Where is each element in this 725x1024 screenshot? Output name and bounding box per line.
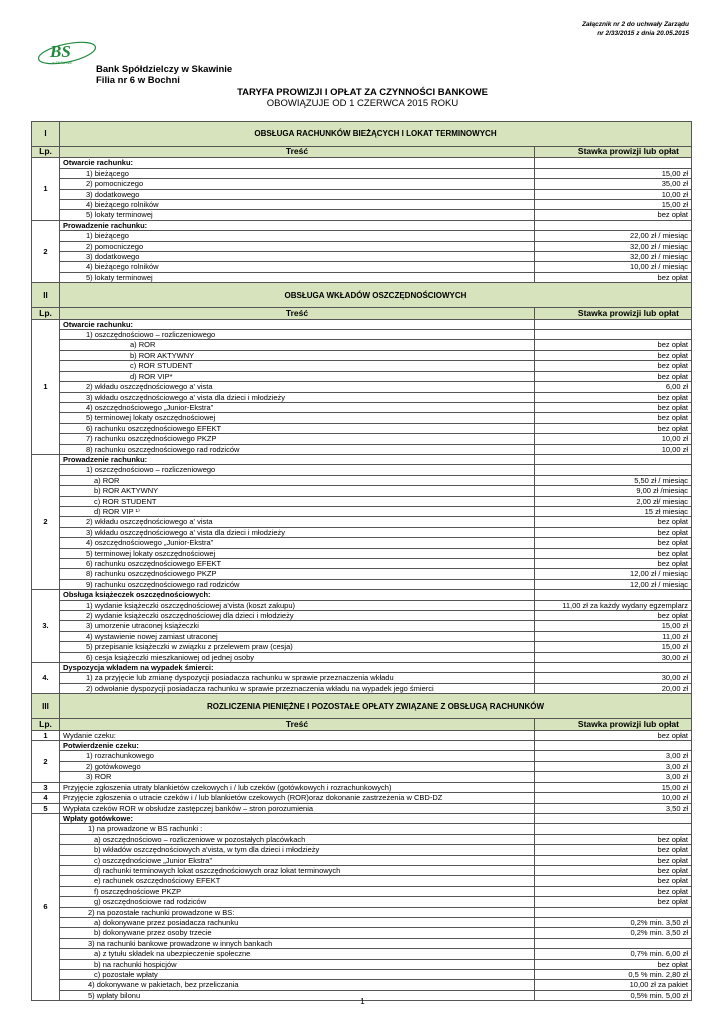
row-description: Przyjęcie zgłoszenia o utracie czeków i / lub blankietów czekowych (ROR)oraz dokonanie zastrzeżenia w CBD-DZ [60, 793, 535, 803]
row-value: bez opłat [535, 865, 692, 875]
table-row [32, 959, 692, 969]
row-description: c) oszczędnościowe „Junior Ekstra” [60, 855, 535, 865]
logo-text: BS [50, 42, 71, 61]
table-row [32, 569, 692, 579]
row-description: 3) na rachunki bankowe prowadzone w innych bankach [60, 938, 535, 948]
table-row [32, 272, 692, 282]
row-description: 6) rachunku oszczędnościowego EFEKT [60, 423, 535, 433]
group-heading: Obsługa książeczek oszczędnościowych: [60, 590, 535, 600]
row-value: 11,00 zł za każdy wydany egzemplarz [535, 600, 692, 610]
table-row [32, 454, 692, 464]
row-index: 3. [32, 590, 60, 663]
row-description: 1) oszczędnościowo – rozliczeniowego [60, 465, 535, 475]
table-row [32, 803, 692, 813]
table-row [32, 231, 692, 241]
table-row [32, 319, 692, 329]
row-description: 2) pomocniczego [60, 179, 535, 189]
table-row [32, 907, 692, 917]
document-title: TARYFA PROWIZJI I OPŁAT ZA CZYNNOŚCI BANKOWE [237, 87, 488, 98]
table-row [32, 241, 692, 251]
row-value [535, 330, 692, 340]
table-row [32, 392, 692, 402]
row-description: 5) lokaty terminowej [60, 272, 535, 282]
row-index: 6 [32, 813, 60, 1000]
group-heading: Otwarcie rachunku: [60, 158, 535, 168]
table-row [32, 845, 692, 855]
row-description: 2) gotówkowego [60, 761, 535, 771]
row-value: 30,00 zł [535, 652, 692, 662]
column-header-tresc: Treść [60, 308, 535, 319]
table-row [32, 548, 692, 558]
row-description: 3) umorzenie utraconej książeczki [60, 621, 535, 631]
row-description: 3) wkładu oszczędnościowego a' vista dla dzieci i młodzieży [60, 392, 535, 402]
table-row [32, 673, 692, 683]
table-row [32, 486, 692, 496]
row-value: bez opłat [535, 402, 692, 412]
section-title: OBSŁUGA WKŁADÓW OSZCZĘDNOŚCIOWYCH [60, 283, 692, 308]
row-description: d) rachunki terminowych lokat oszczędnościowych oraz lokat terminowych [60, 865, 535, 875]
row-description: a) dokonywane przez posiadacza rachunku [60, 917, 535, 927]
table-row [32, 611, 692, 621]
row-value: 9,00 zł /miesiąc [535, 486, 692, 496]
table-row [32, 730, 692, 740]
row-value: 15,00 zł [535, 782, 692, 792]
row-value: 10,00 zł [535, 434, 692, 444]
row-description: 1) rozrachunkowego [60, 751, 535, 761]
row-description: 9) rachunku oszczędnościowego rad rodziców [60, 579, 535, 589]
row-description: c) ROR STUDENT [60, 496, 535, 506]
row-index: 2 [32, 741, 60, 783]
row-value [535, 907, 692, 917]
section-header-row [32, 694, 692, 719]
row-value: bez opłat [535, 845, 692, 855]
column-header-stawka: Stawka prowizji lub opłat [535, 719, 692, 730]
row-value: 3,50 zł [535, 803, 692, 813]
row-value: 0,5% min. 5,00 zł [535, 990, 692, 1000]
group-heading: Dyspozycja wkładem na wypadek śmierci: [60, 663, 535, 673]
row-index: 1 [32, 319, 60, 454]
row-index: 1 [32, 158, 60, 220]
row-description: b) ROR AKTYWNY [60, 486, 535, 496]
group-heading: Otwarcie rachunku: [60, 319, 535, 329]
row-value: bez opłat [535, 423, 692, 433]
row-value: 0,5 % min. 2,80 zł [535, 970, 692, 980]
row-value: bez opłat [535, 559, 692, 569]
row-value [535, 938, 692, 948]
bank-name: Bank Spółdzielczy w Skawinie [96, 64, 233, 75]
table-row [32, 621, 692, 631]
table-row [32, 538, 692, 548]
row-value: bez opłat [535, 538, 692, 548]
row-description: 5) lokaty terminowej [60, 210, 535, 220]
row-description: 3) dodatkowego [60, 189, 535, 199]
row-description: 3) ROR [60, 772, 535, 782]
row-index: 5 [32, 803, 60, 813]
row-value: bez opłat [535, 517, 692, 527]
row-description: e) rachunek oszczędnościowy EFEKT [60, 876, 535, 886]
row-value [535, 590, 692, 600]
row-value [535, 813, 692, 823]
row-value: bez opłat [535, 611, 692, 621]
row-value: bez opłat [535, 897, 692, 907]
row-value: bez opłat [535, 855, 692, 865]
table-row [32, 559, 692, 569]
row-description: 4) bieżącego rolników [60, 262, 535, 272]
row-description: 4) oszczędnościowego „Junior-Ekstra” [60, 402, 535, 412]
row-value: bez opłat [535, 392, 692, 402]
row-value [535, 454, 692, 464]
row-value: 6,00 zł [535, 382, 692, 392]
row-description: 4) bieżącego rolników [60, 200, 535, 210]
table-row [32, 590, 692, 600]
table-row [32, 361, 692, 371]
row-description: b) dokonywane przez osoby trzecie [60, 928, 535, 938]
row-description: 1) wydanie książeczki oszczędnościowej a'vista (koszt zakupu) [60, 600, 535, 610]
row-description: 5) przepisanie książeczki w związku z przelewem praw (cesja) [60, 642, 535, 652]
row-value [535, 663, 692, 673]
row-description: 6) cesja książeczki mieszkaniowej od jednej osoby [60, 652, 535, 662]
document-subtitle: OBOWIĄZUJE OD 1 CZERWCA 2015 ROKU [266, 98, 459, 109]
row-description: c) pozostałe wpłaty [60, 970, 535, 980]
table-row [32, 220, 692, 230]
row-description: 4) oszczędnościowego „Junior-Ekstra” [60, 538, 535, 548]
row-value: 15,00 zł [535, 168, 692, 178]
table-row [32, 683, 692, 693]
table-row [32, 761, 692, 771]
row-description: d) ROR VIP ¹⁾ [60, 506, 535, 516]
row-value: 15,00 zł [535, 621, 692, 631]
row-description: a) oszczędnościowo – rozliczeniowe w pozostałych placówkach [60, 834, 535, 844]
row-description: 3) dodatkowego [60, 252, 535, 262]
row-value: 22,00 zł / miesiąc [535, 231, 692, 241]
table-row [32, 179, 692, 189]
row-description: f) oszczędnościowe PKZP [60, 886, 535, 896]
column-header-stawka: Stawka prowizji lub opłat [535, 147, 692, 158]
table-row [32, 938, 692, 948]
table-row [32, 980, 692, 990]
row-description: 7) rachunku oszczędnościowego PKZP [60, 434, 535, 444]
row-value: bez opłat [535, 371, 692, 381]
row-value [535, 465, 692, 475]
table-row [32, 949, 692, 959]
table-row [32, 652, 692, 662]
table-row [32, 402, 692, 412]
table-row [32, 793, 692, 803]
row-description: 5) terminowej lokaty oszczędnościowej [60, 413, 535, 423]
row-value: 2,00 zł/ miesiąc [535, 496, 692, 506]
table-row [32, 741, 692, 751]
row-value: bez opłat [535, 210, 692, 220]
row-value: 10,00 zł [535, 793, 692, 803]
row-value: 32,00 zł / miesiąc [535, 241, 692, 251]
row-value: bez opłat [535, 876, 692, 886]
row-value: 0,2% min. 3,50 zł [535, 928, 692, 938]
table-row [32, 475, 692, 485]
row-description: a) z tytułu składek na ubezpieczenie społeczne [60, 949, 535, 959]
row-value: 15 zł miesiąc [535, 506, 692, 516]
row-description: Przyjęcie zgłoszenia utraty blankietów czekowych i / lub czeków (gotówkowych i rozrachunkowych) [60, 782, 535, 792]
row-index: 1 [32, 730, 60, 740]
table-row [32, 527, 692, 537]
row-value [535, 319, 692, 329]
column-header-lp: Lp. [32, 308, 60, 319]
resolution-note-line2: nr 2/33/2015 z dnia 20.05.2015 [597, 30, 689, 37]
row-value [535, 824, 692, 834]
row-description: 1) na prowadzone w BS rachunki : [60, 824, 535, 834]
table-row [32, 371, 692, 381]
row-description: b) na rachunki hospicjów [60, 959, 535, 969]
table-row [32, 897, 692, 907]
table-row [32, 340, 692, 350]
table-row [32, 496, 692, 506]
table-row [32, 252, 692, 262]
table-row [32, 330, 692, 340]
row-value: 12,00 zł / miesiąc [535, 579, 692, 589]
group-heading: Potwierdzenie czeku: [60, 741, 535, 751]
row-description: a) ROR [60, 475, 535, 485]
row-description: Wypłata czeków ROR w obsłudze zastępczej banków – stron porozumienia [60, 803, 535, 813]
row-description: Wydanie czeku: [60, 730, 535, 740]
table-row [32, 751, 692, 761]
table-row [32, 506, 692, 516]
group-heading: Prowadzenie rachunku: [60, 454, 535, 464]
row-description: 1) oszczędnościowo – rozliczeniowego [60, 330, 535, 340]
row-description: 5) terminowej lokaty oszczędnościowej [60, 548, 535, 558]
column-header-row [32, 719, 692, 730]
row-index: 2 [32, 220, 60, 282]
row-description: 2) pomocniczego [60, 241, 535, 251]
row-value: 15,00 zł [535, 642, 692, 652]
row-index: 4. [32, 663, 60, 694]
row-description: 3) wkładu oszczędnościowego a' vista dla dzieci i młodzieży [60, 527, 535, 537]
row-value: bez opłat [535, 834, 692, 844]
table-row [32, 824, 692, 834]
table-row [32, 834, 692, 844]
row-value: 0,2% min. 3,50 zł [535, 917, 692, 927]
section-number: II [32, 283, 60, 308]
table-row [32, 865, 692, 875]
row-value: bez opłat [535, 527, 692, 537]
row-value: 30,00 zł [535, 673, 692, 683]
branch-name: Filia nr 6 w Bochni [96, 75, 180, 86]
section-number: III [32, 694, 60, 719]
table-row [32, 382, 692, 392]
table-row [32, 465, 692, 475]
table-row [32, 423, 692, 433]
table-row [32, 813, 692, 823]
table-row [32, 917, 692, 927]
row-description: 1) za przyjęcie lub zmianę dyspozycji posiadacza rachunku w sprawie przeznaczenia wkładu [60, 673, 535, 683]
row-description: 2) wydanie książeczki oszczędnościowej dla dzieci i młodzieży [60, 611, 535, 621]
column-header-lp: Lp. [32, 147, 60, 158]
table-row [32, 663, 692, 673]
row-value: 10,00 zł [535, 189, 692, 199]
table-row [32, 876, 692, 886]
table-row [32, 168, 692, 178]
section-header-row [32, 283, 692, 308]
row-value: 3,00 zł [535, 751, 692, 761]
row-value [535, 741, 692, 751]
table-row [32, 434, 692, 444]
resolution-note [582, 20, 689, 38]
row-value: 11,00 zł [535, 631, 692, 641]
row-value: bez opłat [535, 886, 692, 896]
row-description: 8) rachunku oszczędnościowego rad rodziców [60, 444, 535, 454]
table-row [32, 200, 692, 210]
section-header-row [32, 122, 692, 147]
table-row [32, 600, 692, 610]
row-description: 8) rachunku oszczędnościowego PKZP [60, 569, 535, 579]
table-row [32, 158, 692, 168]
row-value: bez opłat [535, 548, 692, 558]
table-row [32, 642, 692, 652]
row-description: 4) dokonywane w pakietach, bez przeliczania [60, 980, 535, 990]
resolution-note-line1: Załącznik nr 2 do uchwały Zarządu [582, 21, 689, 28]
row-description: 2) odwołanie dyspozycji posiadacza rachunku w sprawie przeznaczenia wkładu na wypadek jego śmierci [60, 683, 535, 693]
row-description: 4) wystawienie nowej zamiast utraconej [60, 631, 535, 641]
row-description: 2) wkładu oszczędnościowego a' vista [60, 517, 535, 527]
row-value: bez opłat [535, 340, 692, 350]
row-description: a) ROR [60, 340, 535, 350]
table-row [32, 631, 692, 641]
row-value: 0,7% min. 6,00 zł [535, 949, 692, 959]
row-description: 6) rachunku oszczędnościowego EFEKT [60, 559, 535, 569]
row-description: b) wkładów oszczędnościowych a'vista, w tym dla dzieci i młodzieży [60, 845, 535, 855]
row-value: bez opłat [535, 959, 692, 969]
row-value: 10,00 zł [535, 444, 692, 454]
row-value: bez opłat [535, 730, 692, 740]
table-row [32, 189, 692, 199]
table-row [32, 262, 692, 272]
column-header-tresc: Treść [60, 147, 535, 158]
row-value: 10,00 zł za pakiet [535, 980, 692, 990]
row-value: bez opłat [535, 361, 692, 371]
logo-subtext: w SKAWINIE [52, 61, 73, 65]
table-row [32, 444, 692, 454]
row-description: g) oszczędnościowe rad rodziców [60, 897, 535, 907]
row-value: 20,00 zł [535, 683, 692, 693]
table-row [32, 772, 692, 782]
group-heading: Prowadzenie rachunku: [60, 220, 535, 230]
row-description: 2) na pozostałe rachunki prowadzone w BS: [60, 907, 535, 917]
row-value: 15,00 zł [535, 200, 692, 210]
row-value [535, 220, 692, 230]
row-index: 2 [32, 454, 60, 589]
bank-name-block [96, 64, 232, 86]
table-row [32, 579, 692, 589]
row-value: bez opłat [535, 350, 692, 360]
row-description: c) ROR STUDENT [60, 361, 535, 371]
row-value: 35,00 zł [535, 179, 692, 189]
table-row [32, 210, 692, 220]
table-row [32, 782, 692, 792]
row-description: b) ROR AKTYWNY [60, 350, 535, 360]
table-row [32, 886, 692, 896]
column-header-row [32, 147, 692, 158]
row-value [535, 158, 692, 168]
row-value: bez opłat [535, 272, 692, 282]
row-index: 4 [32, 793, 60, 803]
table-row [32, 413, 692, 423]
bank-logo [36, 38, 98, 68]
row-description: 1) bieżącego [60, 168, 535, 178]
table-row [32, 350, 692, 360]
column-header-tresc: Treść [60, 719, 535, 730]
row-value: 10,00 zł / miesiąc [535, 262, 692, 272]
row-value: 32,00 zł / miesiąc [535, 252, 692, 262]
tariff-table [31, 121, 692, 1001]
row-description: 5) wpłaty bilonu [60, 990, 535, 1000]
column-header-lp: Lp. [32, 719, 60, 730]
column-header-row [32, 308, 692, 319]
row-value: 3,00 zł [535, 772, 692, 782]
table-row [32, 970, 692, 980]
column-header-stawka: Stawka prowizji lub opłat [535, 308, 692, 319]
section-number: I [32, 122, 60, 147]
row-description: d) ROR VIP* [60, 371, 535, 381]
row-description: 2) wkładu oszczędnościowego a' vista [60, 382, 535, 392]
group-heading: Wpłaty gotówkowe: [60, 813, 535, 823]
table-row [32, 855, 692, 865]
section-title: ROZLICZENIA PIENIĘŻNE I POZOSTAŁE OPŁATY ZWIĄZANE Z OBSŁUGĄ RACHUNKÓW [60, 694, 692, 719]
table-row [32, 928, 692, 938]
row-value: bez opłat [535, 413, 692, 423]
row-index: 3 [32, 782, 60, 792]
table-row [32, 517, 692, 527]
row-value: 12,00 zł / miesiąc [535, 569, 692, 579]
row-value: 3,00 zł [535, 761, 692, 771]
row-description: 1) bieżącego [60, 231, 535, 241]
page-number: 1 [360, 997, 365, 1006]
section-title: OBSŁUGA RACHUNKÓW BIEŻĄCYCH I LOKAT TERMINOWYCH [60, 122, 692, 147]
row-value: 5,50 zł / miesiąc [535, 475, 692, 485]
